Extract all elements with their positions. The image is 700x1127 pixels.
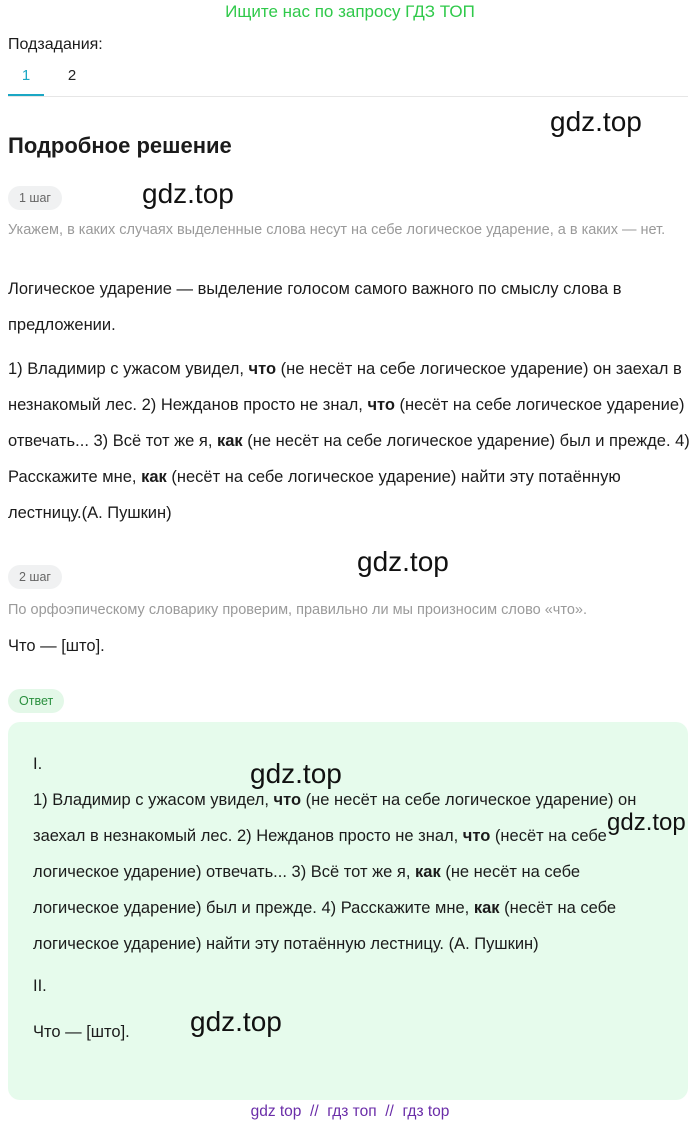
watermark: gdz.top [250, 758, 342, 789]
footer-links[interactable]: gdz top // гдз топ // гдз top [250, 1103, 450, 1120]
sentence-1-pre: 1) Владимир с ужасом увидел, [8, 360, 249, 378]
answer-sentence-3-post: (не несёт на себе логическое ударение) был и прежде. [33, 863, 581, 917]
definition-text: Логическое ударение — выделение голосом самого важного по смыслу слова в предложении. [8, 280, 622, 334]
sentence-1-bold: что [248, 360, 277, 378]
answer-sentence-2-post: (несёт на себе логическое ударение) отвечать... [33, 827, 607, 881]
watermark: gdz.top [607, 809, 686, 836]
answer-sentence-2-pre: 2) Нежданов просто не знал, [236, 827, 463, 845]
sentence-1-post: (не несёт на себе логическое ударение) он заехал в незнакомый лес. [8, 360, 682, 414]
subtask-tabs [8, 64, 688, 97]
subtasks-label: Подзадания: [8, 36, 103, 53]
sentence-2-post: (несёт на себе логическое ударение) отвечать... [8, 396, 685, 450]
sentence-4-post: (несёт на себе логическое ударение) найти эту потаённую лестницу.(А. Пушкин) [8, 468, 621, 522]
watermark: gdz.top [550, 106, 642, 137]
watermark: gdz.top [190, 1006, 282, 1037]
answer-content [33, 746, 665, 1050]
answer-sentence-4-post: (несёт на себе логическое ударение) найти эту потаённую лестницу. (А. Пушкин) [33, 899, 617, 953]
step-1-sentences [8, 351, 692, 531]
step-1-hint: Укажем, в каких случаях выделенные слова несут на себе логическое ударение, а в каких — нет. [8, 222, 666, 238]
watermark: gdz.top [357, 546, 449, 577]
step-2-hint: По орфоэпическому словарику проверим, правильно ли мы произносим слово «что». [8, 602, 587, 618]
promo-banner: Ищите нас по запросу ГДЗ ТОП [225, 2, 475, 21]
answer-sentence-1-pre: 1) Владимир с ужасом увидел, [33, 791, 274, 809]
answer-sentences [33, 782, 665, 962]
tab-subtask-1[interactable]: 1 [8, 64, 44, 96]
answer-sentence-1-post: (не несёт на себе логическое ударение) он заехал в незнакомый лес. [33, 791, 637, 845]
sentence-2-pre: 2) Нежданов просто не знал, [141, 396, 368, 414]
answer-part-2-text: Что — [што]. [33, 1023, 130, 1041]
step-1-badge: 1 шаг [8, 186, 62, 210]
sentence-3-bold: как [217, 432, 243, 450]
answer-part-1-label: I. [33, 755, 43, 773]
answer-box [8, 722, 688, 1100]
watermark: gdz.top [142, 178, 234, 209]
step-2-text: Что — [што]. [8, 637, 105, 655]
answer-badge: Ответ [8, 689, 64, 713]
answer-sentence-1-bold: что [273, 791, 302, 809]
answer-sentence-4-bold: как [473, 899, 500, 917]
tab-subtask-2[interactable]: 2 [67, 67, 77, 84]
answer-sentence-4-pre: 4) Расскажите мне, [321, 899, 474, 917]
sentence-3-post: (не несёт на себе логическое ударение) был и прежде. [242, 432, 676, 450]
sentence-4-pre: 4) Расскажите мне, [8, 432, 690, 486]
answer-sentence-2-bold: что [462, 827, 491, 845]
sentence-4-bold: как [141, 468, 167, 486]
answer-sentence-3-bold: как [415, 863, 441, 881]
sentence-2-bold: что [367, 396, 395, 414]
step-2-badge: 2 шаг [8, 565, 62, 589]
answer-sentence-3-pre: 3) Всё тот же я, [291, 863, 416, 881]
answer-part-2-label: II. [33, 977, 47, 995]
sentence-3-pre: 3) Всё тот же я, [93, 432, 217, 450]
section-title: Подробное решение [8, 133, 232, 158]
